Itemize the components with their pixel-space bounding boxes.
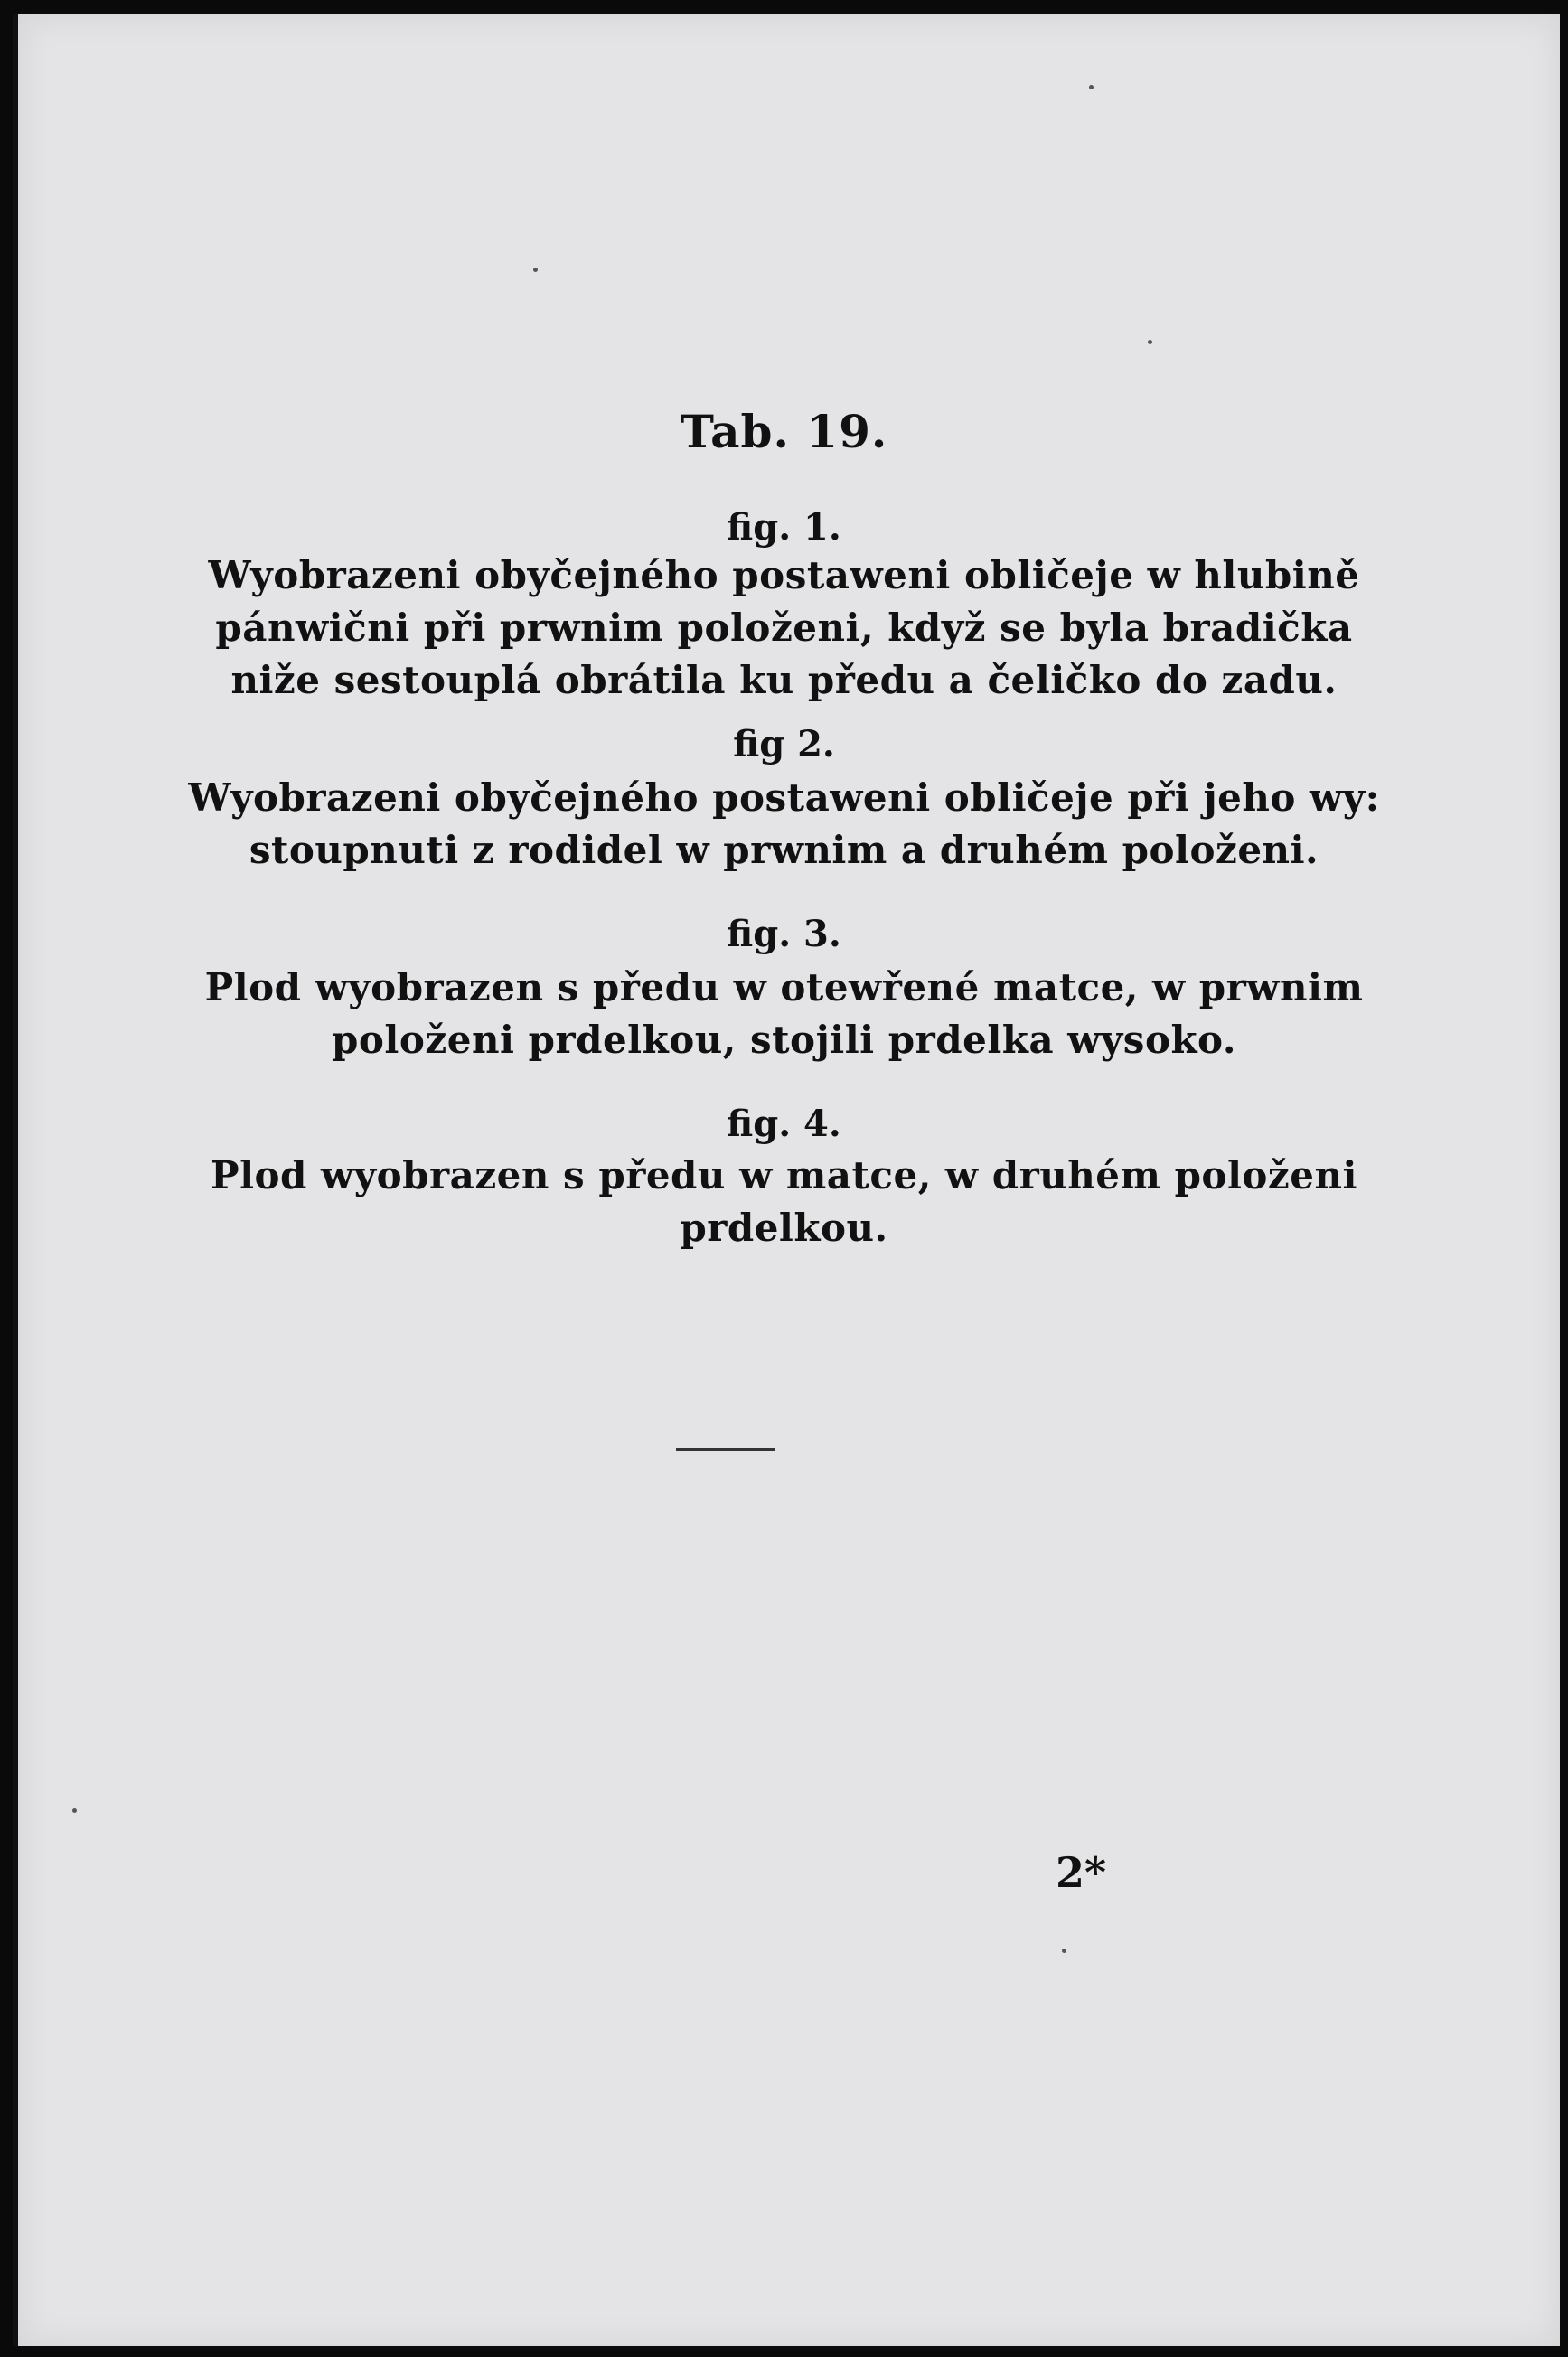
caption-line: niže sestouplá obrátila ku předu a čeličko do zadu. [230, 658, 1338, 702]
figure-caption-4 [0, 1150, 1568, 1254]
figure-label-4: fig. 4. [727, 1103, 841, 1145]
paper-speck [1062, 1949, 1066, 1953]
page-title: Tab. 19. [680, 405, 888, 458]
figure-label-3: fig. 3. [727, 913, 841, 955]
paper-speck [1089, 85, 1094, 89]
caption-line: Wyobrazeni obyčejného postaweni obličeje při jeho wy: [188, 775, 1380, 820]
caption-line: stoupnuti z rodidel w prwnim a druhém položeni. [249, 828, 1319, 872]
figure-label-2: fig 2. [733, 723, 835, 765]
caption-line: Plod wyobrazen s předu w matce, w druhém položeni [211, 1153, 1357, 1197]
figure-caption-1 [0, 549, 1568, 707]
figure-caption-2 [0, 772, 1568, 877]
section-divider [676, 1448, 775, 1451]
figure-label-1: fig. 1. [727, 506, 841, 549]
paper-speck [1148, 340, 1152, 344]
signature-mark: 2* [1056, 1848, 1107, 1897]
caption-line: prdelkou. [680, 1206, 888, 1250]
caption-line: pánwični při prwnim položeni, když se byla bradička [215, 606, 1353, 650]
paper-speck [533, 268, 538, 272]
caption-line: Wyobrazeni obyčejného postaweni obličeje w hlubině [208, 553, 1360, 597]
paper-speck [72, 1808, 77, 1813]
figure-caption-3 [0, 962, 1568, 1066]
caption-line: Plod wyobrazen s předu w otewřené matce, w prwnim [204, 965, 1364, 1009]
caption-line: položeni prdelkou, stojili prdelka wysoko. [332, 1018, 1236, 1062]
